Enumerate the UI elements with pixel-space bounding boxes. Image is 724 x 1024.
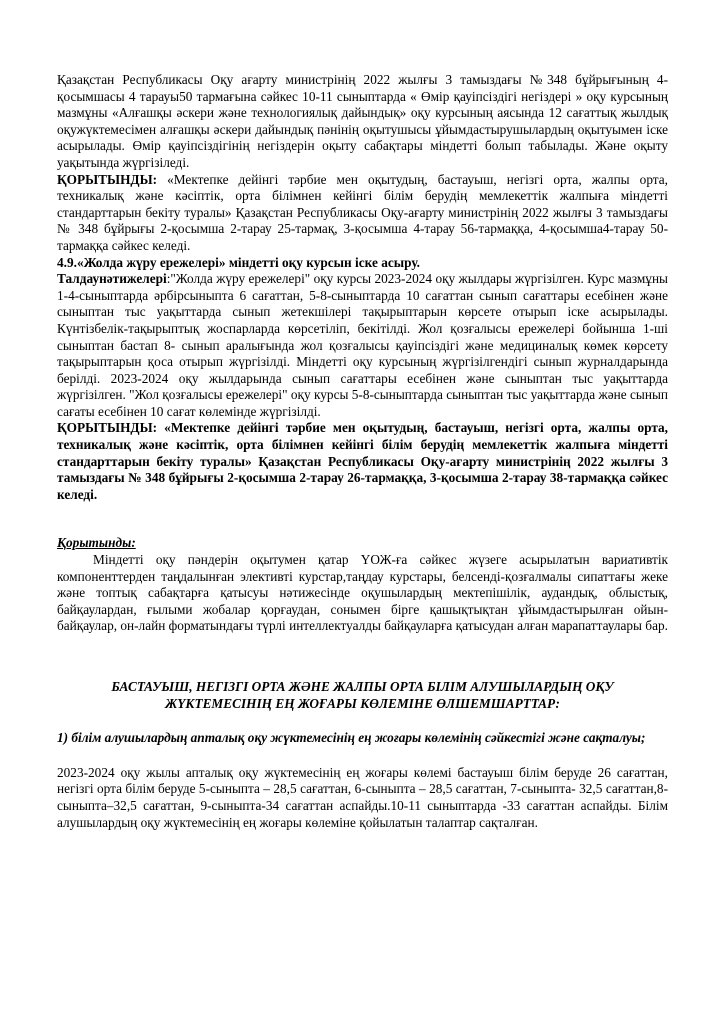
conclusion-label: ҚОРЫТЫНДЫ: [57, 171, 158, 187]
analysis-text: :"Жолда жүру ережелері" оқу курсы 2023-2024 оқу жылдары жүргізілген. Курс мазмұны 1-4-сыныптарда әрбірсыныпта 6 сағаттан, 5-8-сыныптарда 10 сағаттан сынып сағаттары есебінен және сыныптан тыс уақыттарда сынып жетекшілері тақырыптарын көрсете отырып іске асырылады. Күнтізбелік-тақырыптық жоспарларда көрсетіліп, бекітілді. Жол қозғалысы ережелері бойынша 1-ші сыныптан бастап 8- сынып аралығында жол қозғалысы қауіпсіздігі және медициналық көмек көрсету тақырыптарын қоса отырып жүргізілді. Міндетті оқу курсының жүргізілгендігі сынып журналдарында берілді. 2023-2024 оқу жылдарында сынып сағаттары есебінен және сыныптан тыс уақыттарда жүргізілген. "Жол қозғалысы ережелері" оқу курсы 5-8-сыныптарда сыныптан тыс уақыттарда және сынып сағаты есебінен 10 сағат көлемінде жүргізілді. [57, 271, 668, 419]
spacer [57, 712, 668, 730]
paragraph-analysis [57, 271, 668, 420]
paragraph-conclusion-1 [57, 172, 668, 255]
summary-text: Міндетті оқу пәндерін оқытумен қатар ҮОЖ-ға сәйкес жүзеге асырылатын вариативтік компоненттерден таңдалынған элективті курстар,таңдау курстары, белсенді-қозғалмалы сипаттағы жеке және топтық сабақтарға қатысуы нәтижесінде оқушылардың мектепішілік, аудандық, облыстық, байқаулардан, ғылыми жобалар қорғаудан, сонымен бірге қашықтықтан ұйымдастырылған ойын-байқаулар, он-лайн форматындағы түрлі интеллектуалды байқауларға қатысудан алған марапаттаулары бар. [57, 552, 668, 634]
spacer [57, 747, 668, 765]
summary-title: Қорытынды: [57, 535, 136, 551]
spacer [57, 635, 668, 679]
section-heading-4-9: 4.9.«Жолда жүру ережелері» міндетті оқу курсын іске асыру. [57, 254, 420, 270]
criteria-subheading: 1) білім алушылардың апталық оқу жүктемесінің ең жоғары көлемінің сәйкестігі және сақталуы; [57, 730, 646, 746]
criteria-section-title: БАСТАУЫШ, НЕГІЗГІ ОРТА ЖӘНЕ ЖАЛПЫ ОРТА БІЛІМ АЛУШЫЛАРДЫҢ ОҚУ ЖҮКТЕМЕСІНІҢ ЕҢ ЖОҒАРЫ КӨЛЕМІНЕ ӨЛШЕМШАРТТАР: [111, 679, 614, 711]
analysis-label: Талдаунәтижелері [57, 271, 167, 287]
conclusion-text: «Мектепке дейінгі тәрбие мен оқытудың, бастауыш, негізгі орта, жалпы орта, техникалық және кәсіптік, орта білімнен кейінгі білім берудің мемлекеттік жалпыға міндетті стандарттарын бекіту туралы» Қазақстан Республикасы Оқу-ағарту министрінің 2022 жылғы 3 тамыздағы № 348 бұйрығы 2-қосымша 2-тарау 25-тармақ, 3-қосымша 4-тарау 56-тармаққа, 4-қосымша4-тарау 50-тармаққа сәйкес келеді. [57, 171, 668, 253]
paragraph-workload: 2023-2024 оқу жылы апталық оқу жүктемесінің ең жоғары көлемі бастауыш білім беруде 26 сағаттан, негізгі орта білім беруде 5-сыныпта – 28,5 сағаттан, 6-сыныпта – 28,5 сағаттан, 7-сыныпта- 32,5 сағаттан,8-сыныпта–32,5 сағаттан, 9-сыныпта-34 сағаттан аспайды.10-11 сыныптарда -33 сағаттан аспайды. Білім алушылардың оқу жүктемесінің ең жоғары көлеміне қойылатын талаптар сақталған. [57, 764, 668, 830]
spacer [57, 503, 668, 535]
paragraph-intro: Қазақстан Республикасы Оқу ағарту министрінің 2022 жылғы 3 тамыздағы №348 бұйрығының 4-қосымшасы 4 тарауы50 тармағына сәйкес 10-11 сыныптарда « Өмір қауіпсіздігі негіздері » оқу курсының мазмұны «Алғашқы әскери және технологиялық дайындық» оқу курсының аясында 12 сағаттық жылдық оқужүктемесімен алғашқы әскери дайындық пәнінің оқытушысы ұйымдастырушылардың оқытуымен іске асырылады. Өмір қауіпсіздігінің негіздерін оқыту сабақтары міндетті болып табылады. Және оқыту уақытында жүргізіледі. [57, 72, 668, 170]
paragraph-conclusion-2: ҚОРЫТЫНДЫ: «Мектепке дейінгі тәрбие мен оқытудың, бастауыш, негізгі орта, жалпы орта, техникалық және кәсіптік, орта білімнен кейінгі білім берудің мемлекеттік жалпыға міндетті стандарттарын бекіту туралы» Қазақстан Республикасы Оқу-ағарту министрінің 2022 жылғы 3 тамыздағы № 348 бұйрығы 2-қосымша 2-тарау 26-тармаққа, 3-қосымша 2-тарау 38-тармаққа сәйкес келеді. [57, 420, 668, 502]
